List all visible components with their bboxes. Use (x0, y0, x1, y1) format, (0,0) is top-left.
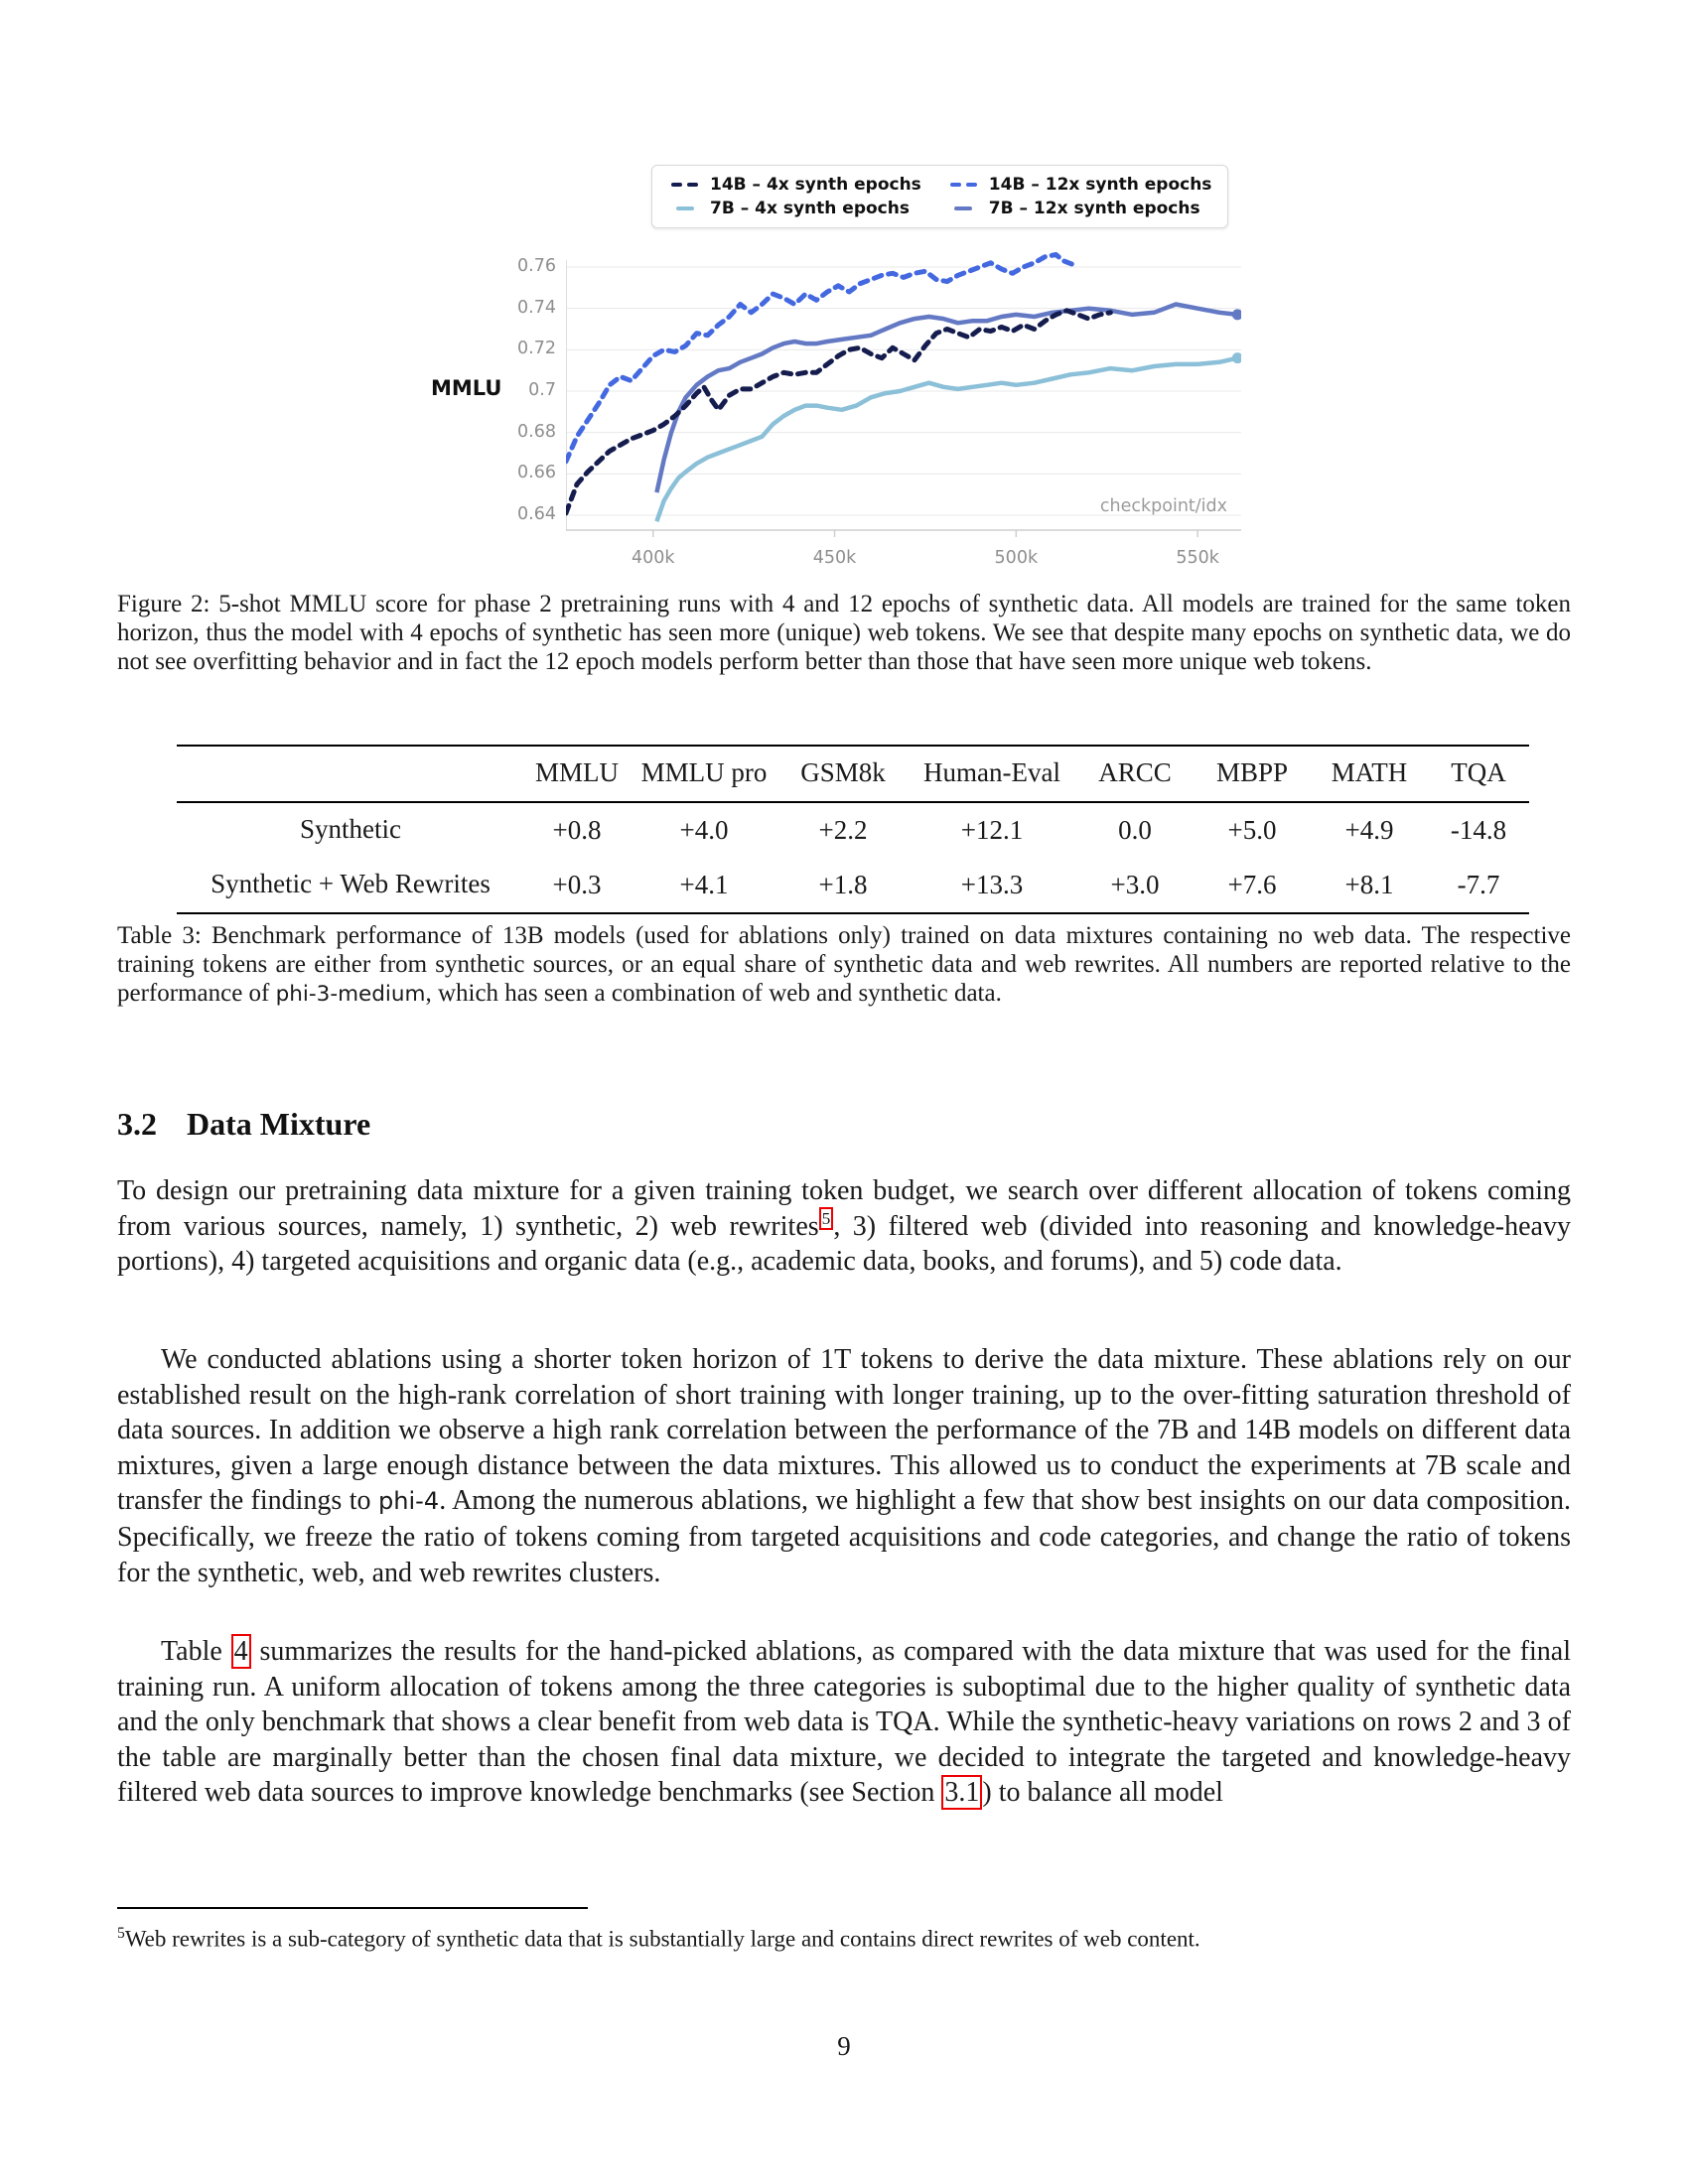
section-title: Data Mixture (187, 1106, 371, 1142)
table-3-column-header: TQA (1451, 757, 1506, 787)
text-run: ) to balance all model (982, 1777, 1223, 1809)
text-run: summarizes the results for the hand-picked ablations, as compared with the data mixture that was used for the final training run. A uniform allocation of tokens among the three categories is suboptimal due to the higher quality of synthetic data and the only benchmark that shows a clear benefit from web data is TQA. While the synthetic-heavy variations on rows 2 and 3 of the table are marginally better than the chosen final data mixture, we decided to integrate the targeted and knowledge-heavy filtered web data sources to improve knowledge benchmarks (see Section (117, 1636, 1571, 1809)
legend-item (668, 175, 921, 195)
legend-label: 7B – 12x synth epochs (988, 199, 1200, 218)
footnote-ref-link[interactable]: 5 (819, 1207, 834, 1230)
table-3-column-header: MATH (1331, 757, 1408, 787)
text-run: To design our pretraining data mixture for a given training token budget, we search over different allocation of tokens coming from various sources, namely, 1) synthetic, 2) web rewrites (117, 1175, 1571, 1242)
x-axis-ticks (566, 548, 1251, 574)
table-cell-value: -14.8 (1450, 815, 1507, 845)
x-tick-label: 550k (1176, 548, 1219, 568)
cross-ref-link[interactable]: 4 (231, 1634, 251, 1669)
table-cell-value: +4.9 (1344, 815, 1394, 845)
text-run: Table 3: Benchmark performance of 13B models (used for ablations only) trained on data mixtures containing no web data. The respective training tokens are either from synthetic sources, or an equal share of synthetic data and web rewrites. All numbers are reported relative to the performance of (117, 922, 1571, 1007)
footnote-5 (117, 1920, 1571, 1953)
table-cell-value: +4.0 (679, 815, 729, 845)
legend-marker-bar (954, 206, 972, 211)
table-3-column-header: MMLU (534, 757, 619, 787)
footnote-rule (117, 1907, 588, 1909)
paragraph-2 (117, 1342, 1571, 1590)
legend-marker (947, 206, 980, 211)
legend-label: 14B – 4x synth epochs (710, 175, 921, 195)
x-axis-title: checkpoint/idx (1099, 496, 1227, 516)
legend-marker-bar (671, 183, 682, 188)
legend-marker-bar (687, 183, 698, 188)
table-3-corner-cell (177, 746, 524, 802)
section-heading (117, 1106, 370, 1143)
y-tick-label: 0.74 (517, 297, 556, 318)
paragraph-1 (117, 1173, 1571, 1280)
table-cell-value: -7.7 (1457, 870, 1500, 899)
y-axis-ticks (483, 252, 556, 542)
table-cell-value: +12.1 (960, 815, 1024, 845)
text-run: . Among the numerous ablations, we highlight a few that show best insights on our data composition. Specifically, we freeze the ratio of tokens coming from targeted acquisitions and code categories, and change the ratio of tokens for the synthetic, web, and web rewrites clusters. (117, 1485, 1571, 1588)
text-run: , which has seen a combination of web and synthetic data. (425, 980, 1002, 1007)
table-cell-value: +0.3 (552, 870, 602, 899)
series-end-dot (1232, 352, 1241, 363)
table-cell-value: +5.0 (1227, 815, 1277, 845)
model-name: phi-3-medium (275, 982, 426, 1007)
table-row (177, 802, 1529, 858)
y-axis-title: MMLU (431, 376, 502, 400)
legend-marker-bar (950, 183, 961, 188)
legend-item (947, 175, 1212, 195)
figure-2-caption (117, 590, 1571, 676)
table-cell-value: +0.8 (552, 815, 602, 845)
table-row-label: Synthetic + Web Rewrites (211, 869, 491, 898)
table-3-column-header: Human-Eval (923, 757, 1060, 787)
table-cell-value: +13.3 (960, 870, 1024, 899)
text-run: We conducted ablations using a shorter token horizon of 1T tokens to derive the data mixture. These ablations rely on our established result on the high-rank correlation of short training with longer training, up to the over-fitting saturation threshold of data sources. In addition we observe a high rank correlation between the performance of the 7B and 14B models on different data mixtures, given a large enough distance between the data mixtures. This allowed us to conduct the experiments at 7B scale and transfer the findings to (117, 1344, 1571, 1517)
page-number: 9 (837, 2031, 851, 2061)
table-3-column-header: MBPP (1215, 757, 1289, 787)
series-end-dot (1232, 309, 1241, 320)
table-3-column-header: GSM8k (800, 757, 886, 787)
table-3-header (177, 746, 1529, 802)
legend-label: 14B – 12x synth epochs (988, 175, 1212, 195)
table-cell-value: +4.1 (679, 870, 729, 899)
model-name: phi-4 (377, 1487, 440, 1516)
legend-marker-bar (676, 206, 694, 211)
x-tick-label: 500k (994, 548, 1039, 568)
cross-ref-link[interactable]: 3.1 (941, 1775, 982, 1810)
table-3-column-header: ARCC (1098, 757, 1172, 787)
y-tick-label: 0.66 (517, 463, 556, 483)
x-tick-label: 450k (812, 548, 857, 568)
table-cell-value: +3.0 (1110, 870, 1160, 899)
table-3-caption (117, 921, 1571, 1009)
legend-item (668, 199, 921, 218)
series-line (656, 305, 1237, 493)
table-3 (177, 745, 1529, 914)
text-run: Web rewrites is a sub-category of synthetic data that is substantially large and contains direct rewrites of web content. (124, 1926, 1200, 1952)
table-cell-value: 0.0 (1118, 815, 1152, 845)
legend-marker (668, 183, 701, 188)
text-run: Table (161, 1636, 231, 1667)
table-row-label: Synthetic (300, 814, 401, 844)
text-run: Figure 2: 5-shot MMLU score for phase 2 pretraining runs with 4 and 12 epochs of synthetic data. All models are trained for the same token horizon, thus the model with 4 epochs of synthetic has seen more (unique) web tokens. We see that despite many epochs on synthetic data, we do not see overfitting behavior and in fact the 12 epoch models perform better than those that have seen more unique web tokens. (117, 591, 1571, 675)
y-tick-label: 0.68 (517, 421, 556, 442)
table-cell-value: +1.8 (818, 870, 868, 899)
table-cell-value: +8.1 (1344, 870, 1394, 899)
table-cell-value: +2.2 (818, 815, 868, 845)
section-number: 3.2 (117, 1106, 157, 1142)
legend-marker-bar (966, 183, 977, 188)
footnote-marker: 5 (117, 1925, 125, 1942)
chart-legend (651, 165, 1228, 228)
legend-marker (668, 206, 701, 211)
y-tick-label: 0.76 (517, 256, 556, 276)
paragraph-3 (117, 1634, 1571, 1811)
y-tick-label: 0.72 (517, 339, 556, 359)
legend-label: 7B – 4x synth epochs (710, 199, 910, 218)
x-tick-label: 400k (631, 548, 675, 568)
text-run: , 3) filtered web (divided into reasoning and knowledge-heavy portions), 4) targeted acquisitions and organic data (e.g., academic data, books, and forums), and 5) code data. (117, 1210, 1571, 1278)
y-tick-label: 0.7 (528, 380, 556, 400)
table-row (177, 858, 1529, 913)
figure-2-chart (427, 127, 1261, 584)
legend-item (947, 199, 1212, 218)
y-tick-label: 0.64 (517, 504, 556, 524)
legend-marker (947, 183, 980, 188)
table-cell-value: +7.6 (1227, 870, 1277, 899)
table-3-column-header: MMLU pro (640, 757, 768, 787)
series-line (566, 255, 1074, 462)
